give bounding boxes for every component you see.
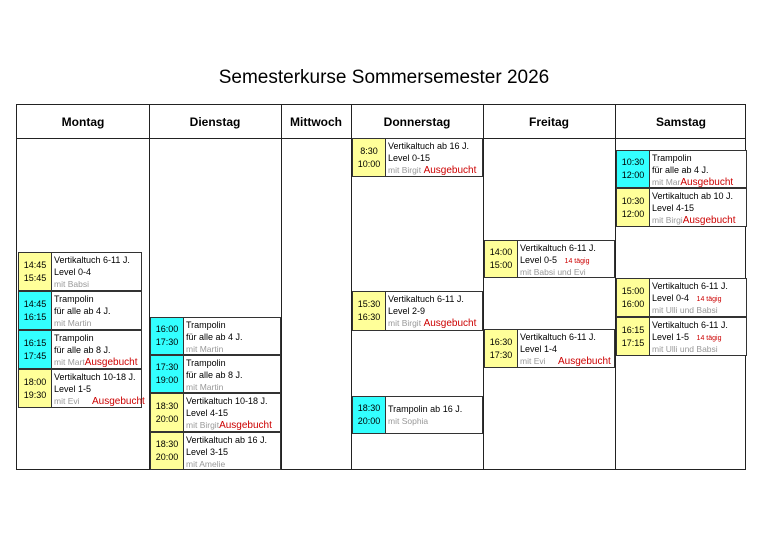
course-slot[interactable] [616, 317, 747, 356]
end-time: 17:30 [155, 337, 179, 347]
start-time: 16:30 [489, 336, 513, 347]
course-name: Vertikaltuch ab 16 J. [186, 435, 268, 445]
course-name: Trampolin [186, 320, 226, 330]
course-slot[interactable] [352, 396, 483, 434]
course-teacher: mit Ulli und Babsi [652, 344, 718, 354]
day-header-donnerstag: Donnerstag [383, 114, 451, 129]
course-level: Level 0-5 [520, 255, 558, 265]
time-cell [353, 292, 386, 330]
course-level: für alle ab 4 J. [652, 165, 709, 175]
course-level: Level 0-4 [54, 267, 92, 277]
course-teacher: mit Babsi [54, 279, 89, 289]
booked-badge: Ausgebucht [219, 420, 272, 431]
start-time: 15:00 [621, 285, 645, 296]
course-teacher: mit Martin [186, 382, 224, 392]
end-time: 16:00 [621, 298, 645, 309]
course-slot[interactable] [18, 330, 142, 369]
booked-badge: Ausgebucht [558, 356, 611, 367]
course-name: Trampolin [54, 294, 94, 304]
end-time: 16:30 [357, 312, 381, 322]
start-time: 18:30 [155, 400, 179, 411]
course-slot[interactable] [484, 329, 615, 368]
time-cell [151, 433, 184, 469]
course-slot[interactable] [150, 432, 281, 470]
time-cell [151, 394, 184, 431]
course-teacher: mit Mar [652, 177, 681, 187]
start-time: 16:00 [155, 324, 179, 334]
end-time: 17:15 [621, 337, 645, 348]
course-teacher: mit Evi [520, 356, 546, 366]
start-time: 14:00 [489, 247, 513, 257]
time-cell [19, 370, 52, 407]
time-cell [485, 241, 518, 277]
course-teacher: mit Mart [54, 357, 85, 367]
biweekly-badge: 14 tägig [696, 296, 722, 303]
course-level: Level 1-5 [652, 332, 690, 342]
end-time: 20:00 [155, 452, 179, 462]
course-slot[interactable] [150, 317, 281, 355]
start-time: 16:15 [621, 324, 645, 335]
end-time: 15:45 [23, 272, 47, 283]
course-name: Vertikaltuch 6-11 J. [520, 332, 596, 342]
course-teacher: mit Birgit [388, 165, 422, 175]
time-cell [617, 318, 650, 355]
start-time: 14:45 [23, 298, 47, 309]
day-header-dienstag: Dienstag [189, 114, 241, 129]
day-header-samstag: Samstag [655, 114, 707, 129]
day-header-freitag: Freitag [528, 114, 569, 129]
course-level: Level 3-15 [186, 447, 229, 457]
time-cell [151, 318, 184, 354]
course-teacher: mit Ulli und Babsi [652, 305, 718, 315]
end-time: 15:00 [489, 260, 513, 270]
course-name: Trampolin [54, 333, 94, 343]
course-name: Vertikaltuch 10-18 J. [186, 396, 268, 406]
start-time: 18:30 [357, 403, 381, 413]
start-time: 10:30 [621, 195, 645, 206]
course-name: Trampolin ab 16 J. [388, 404, 463, 414]
course-name: Vertikaltuch 10-18 J. [54, 372, 136, 382]
day-header-montag: Montag [61, 114, 105, 129]
course-level: Level 0-4 [652, 293, 690, 303]
course-level: Level 1-5 [54, 384, 92, 394]
course-slot[interactable] [616, 188, 747, 227]
course-name: Vertikaltuch ab 10 J. [652, 191, 734, 201]
end-time: 19:30 [23, 389, 47, 400]
time-cell [353, 397, 386, 433]
end-time: 20:00 [357, 416, 381, 426]
start-time: 15:30 [357, 299, 381, 309]
start-time: 18:30 [155, 439, 179, 449]
course-slot[interactable] [352, 291, 483, 331]
course-level: Level 4-15 [652, 203, 695, 213]
course-teacher: mit Babsi und Evi [520, 267, 586, 277]
end-time: 20:00 [155, 413, 179, 424]
time-cell [151, 356, 184, 392]
course-level: Level 4-15 [186, 408, 229, 418]
start-time: 18:00 [23, 376, 47, 387]
day-header-mittwoch: Mittwoch [290, 114, 342, 129]
course-slot[interactable] [150, 393, 281, 432]
time-cell [617, 189, 650, 226]
time-cell [19, 253, 52, 290]
end-time: 10:00 [357, 158, 381, 169]
end-time: 17:45 [23, 350, 47, 361]
course-teacher: mit Amelie [186, 459, 226, 469]
end-time: 17:30 [489, 349, 513, 360]
time-cell [19, 292, 52, 329]
course-level: für alle ab 8 J. [54, 345, 111, 355]
time-cell [19, 331, 52, 368]
start-time: 8:30 [360, 145, 378, 156]
course-slot[interactable] [150, 355, 281, 393]
biweekly-badge: 14 tägig [564, 258, 590, 265]
course-teacher: mit Evi [54, 396, 80, 406]
course-level: für alle ab 4 J. [186, 332, 243, 342]
course-teacher: mit Birgi [652, 215, 683, 225]
course-name: Vertikaltuch ab 16 J. [388, 141, 470, 151]
course-name: Vertikaltuch 6-11 J. [520, 243, 596, 253]
course-slot[interactable] [616, 278, 747, 317]
course-slot[interactable] [352, 138, 483, 177]
booked-badge: Ausgebucht [423, 165, 477, 176]
course-slot[interactable] [18, 291, 142, 330]
course-level: Level 2-9 [388, 306, 426, 316]
time-cell [617, 279, 650, 316]
biweekly-badge: 14 tägig [696, 335, 722, 342]
booked-badge: Ausgebucht [423, 318, 477, 329]
start-time: 17:30 [155, 362, 179, 372]
course-level: für alle ab 4 J. [54, 306, 111, 316]
course-teacher: mit Birgit [186, 420, 220, 430]
course-teacher: mit Birgit [388, 318, 422, 328]
page-title: Semesterkurse Sommersemester 2026 [218, 67, 550, 88]
course-name: Vertikaltuch 6-11 J. [652, 281, 728, 291]
course-slot[interactable] [616, 150, 747, 188]
course-name: Vertikaltuch 6-11 J. [388, 294, 464, 304]
booked-badge: Ausgebucht [680, 177, 734, 188]
end-time: 16:15 [23, 311, 47, 322]
start-time: 14:45 [23, 259, 47, 270]
course-name: Trampolin [186, 358, 226, 368]
course-teacher: mit Martin [186, 344, 224, 354]
start-time: 16:15 [23, 337, 47, 348]
course-teacher: mit Sophia [388, 416, 429, 426]
end-time: 19:00 [155, 375, 179, 385]
course-teacher: mit Martin [54, 318, 92, 328]
time-cell [485, 330, 518, 367]
course-slot[interactable] [484, 240, 615, 278]
column-divider [281, 105, 282, 469]
end-time: 12:00 [621, 170, 645, 180]
course-slot[interactable] [18, 252, 142, 291]
course-name: Vertikaltuch 6-11 J. [652, 320, 728, 330]
column-divider [483, 105, 484, 469]
booked-badge: Ausgebucht [84, 357, 138, 368]
course-level: Level 1-4 [520, 344, 558, 354]
course-name: Vertikaltuch 6-11 J. [54, 255, 130, 265]
booked-badge: Ausgebucht [682, 215, 736, 226]
time-cell [353, 139, 386, 176]
booked-badge: Ausgebucht [92, 396, 145, 407]
course-name: Trampolin [652, 153, 692, 163]
course-slot[interactable] [18, 369, 145, 408]
schedule-table [16, 104, 746, 470]
time-cell [617, 151, 650, 187]
end-time: 12:00 [621, 208, 645, 219]
start-time: 10:30 [621, 157, 645, 167]
course-level: Level 0-15 [388, 153, 431, 163]
course-level: für alle ab 8 J. [186, 370, 243, 380]
